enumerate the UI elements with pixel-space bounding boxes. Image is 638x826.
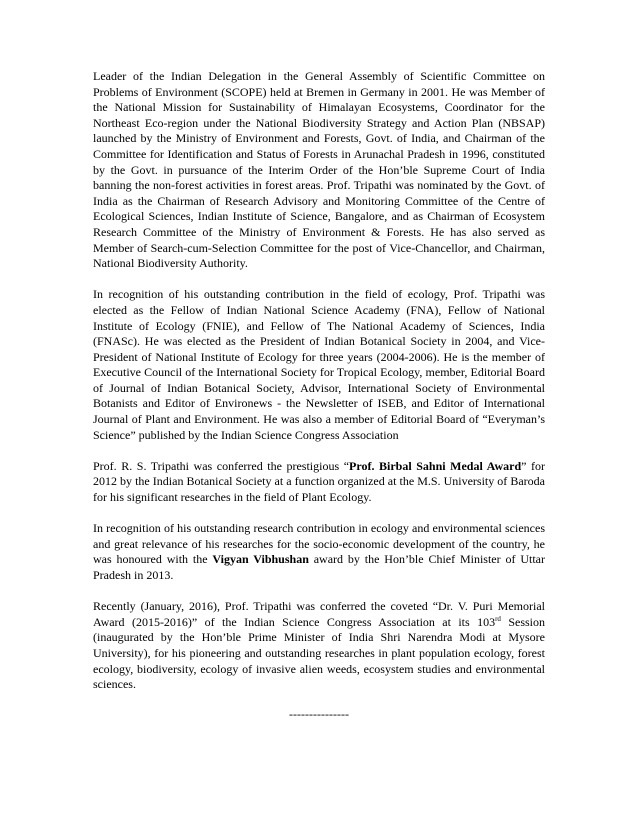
- end-divider: ---------------: [289, 707, 349, 722]
- paragraph-scope-delegation: Leader of the Indian Delegation in the General Assembly of Scientific Committee on Problems of Environment (SCOPE) held at Bremen in Germany in 2001. He was Member of the National Mission for Sustainability of Himalayan Ecosystems, Coordinator for the Northeast Eco-region under the National Biodiversity Strategy and Action Plan (NBSAP) launched by the Ministry of Environment and Forests, Govt. of India, and Chairman of the Committee for Identification and Status of Forests in Arunachal Pradesh in 1996, constituted by the Govt. in pursuance of the Interim Order of the Hon’ble Supreme Court of India banning the non-forest activities in forest areas. Prof. Tripathi was nominated by the Govt. of India as the Chairman of Research Advisory and Monitoring Committee of the Centre of Ecological Sciences, Indian Institute of Science, Bangalore, and as Chairman of Ecosystem Research Committee of the Ministry of Environment & Forests. He has also served as Member of Search-cum-Selection Committee for the post of Vice-Chancellor, and Chairman, National Biodiversity Authority.: [93, 69, 545, 271]
- paragraph-text: award by the Hon’ble Chief Minister of Uttar Pradesh in 2013.: [93, 552, 545, 582]
- award-name-bold: Prof. Birbal Sahni Medal Award: [349, 458, 522, 473]
- paragraph-text: Recently (January, 2016), Prof. Tripathi was conferred the coveted “Dr. V. Puri Memorial Award (2015-2016)” of the Indian Science Congress Association at its 103: [93, 599, 545, 629]
- paragraph-text: ” for 2012 by the Indian Botanical Society at a function organized at the M.S. University of Baroda for his significant researches in the field of Plant Ecology.: [93, 458, 546, 505]
- paragraph-puri-award: [93, 599, 545, 693]
- paragraph-fellowships: In recognition of his outstanding contribution in the field of ecology, Prof. Tripathi was elected as the Fellow of Indian National Science Academy (FNA), Fellow of National Institute of Ecology (FNIE), and Fellow of The National Academy of Sciences, India (FNASc). He was elected as the President of Indian Botanical Society in 2004, and Vice-President of National Institute of Ecology for three years (2004-2006). He is the member of Executive Council of the International Society for Tropical Ecology, member, Editorial Board of Journal of Indian Botanical Society, Advisor, International Society of Environmental Botanists and Editor of Environews - the Newsletter of ISEB, and Editor of International Journal of Plant and Environment. He was also a member of Editorial Board of “Everyman’s Science” published by the Indian Science Congress Association: [93, 287, 545, 442]
- paragraph-text: In recognition of his outstanding research contribution in ecology and environmental sciences and great relevance of his researches for the socio-economic development of the country, he was honoured with the: [93, 521, 545, 567]
- award-name-bold: Vigyan Vibhushan: [212, 552, 309, 567]
- ordinal-superscript: rd: [495, 614, 501, 623]
- document-page: [93, 69, 545, 723]
- paragraph-text: Session (inaugurated by the Hon’ble Prime Minister of India Shri Narendra Modi at Mysore University), for his pioneering and outstanding researches in plant population ecology, forest ecology, biodiversity, ecology of invasive alien weeds, ecosystem studies and environmental sciences.: [93, 614, 545, 692]
- paragraph-birbal-sahni-award: [93, 459, 545, 506]
- paragraph-vigyan-vibhushan: [93, 521, 545, 583]
- paragraph-text: Prof. R. S. Tripathi was conferred the prestigious “: [93, 458, 350, 473]
